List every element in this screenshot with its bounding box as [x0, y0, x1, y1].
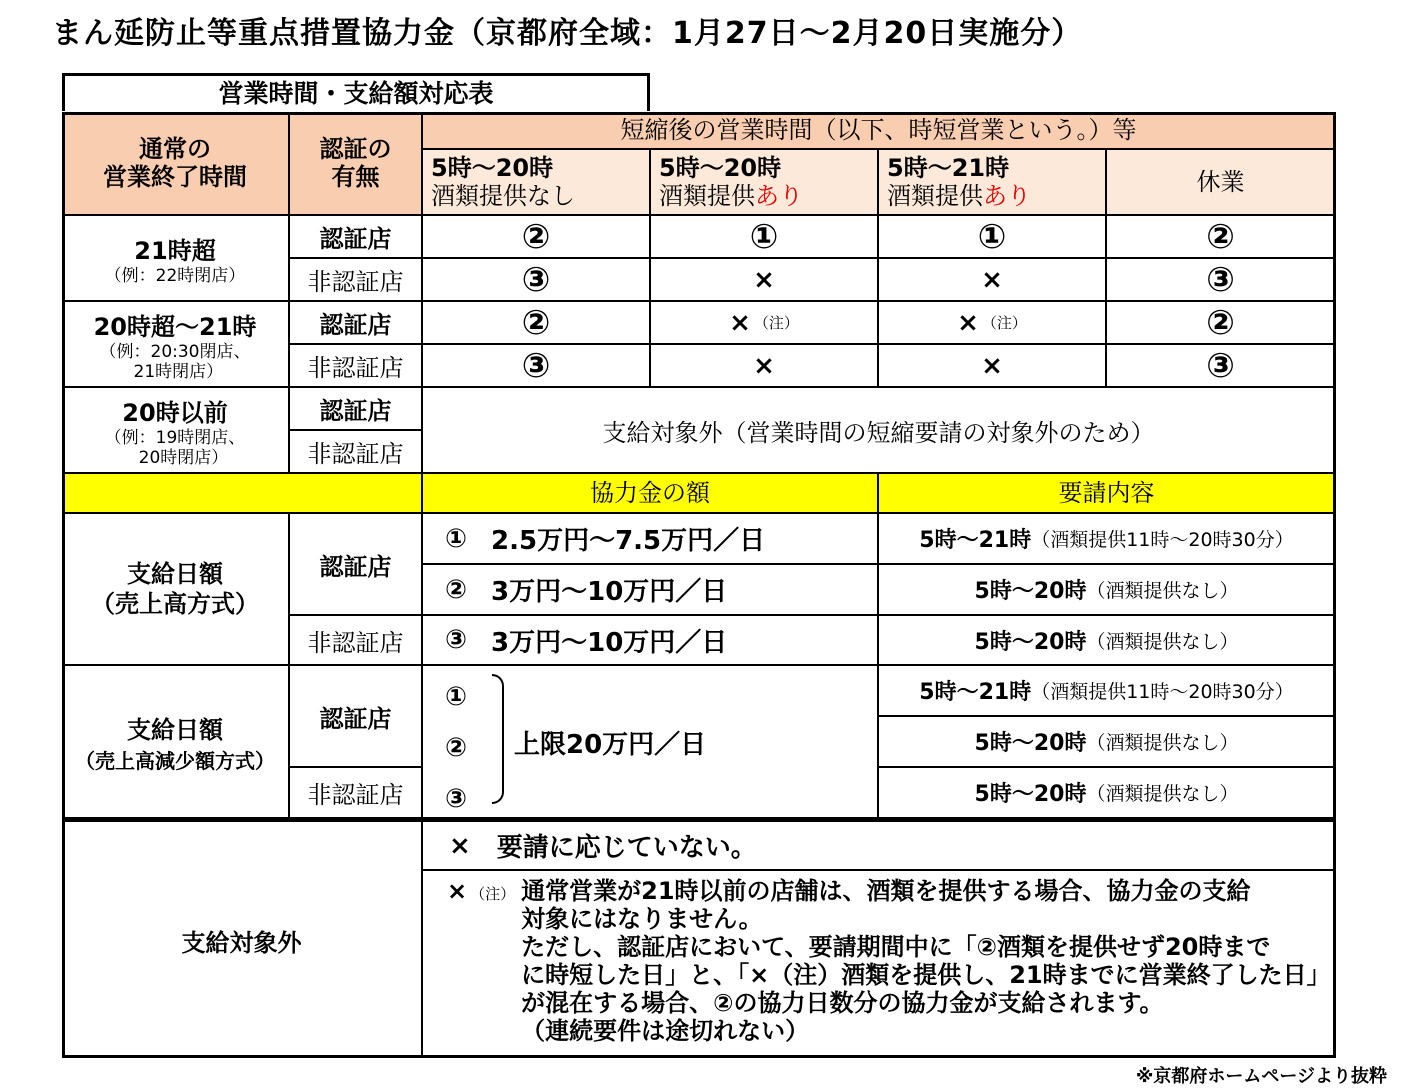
- amount-header: 協力金の額: [423, 474, 879, 514]
- mark-cell: ×: [879, 345, 1107, 388]
- option-3-hours: 5時〜21時: [887, 154, 1010, 182]
- certified-label: 認証店: [290, 388, 423, 431]
- request-note: （酒類提供なし）: [1086, 580, 1239, 602]
- request-note: （酒類提供なし）: [1086, 732, 1239, 754]
- source-footnote: ※京都府ホームページより抜粋: [1135, 1066, 1387, 1087]
- cross-mark: ×: [729, 307, 751, 338]
- row-over-21-label: 21時超: [134, 236, 216, 265]
- row-20-to-21: [62, 302, 290, 388]
- amount-number: ①: [445, 682, 468, 712]
- correspondence-table: [62, 112, 1336, 1058]
- table-subtitle: 営業時間・支給額対応表: [62, 73, 650, 111]
- header-option-3: [879, 150, 1107, 216]
- cross-mark: ×: [447, 877, 468, 905]
- option-2-hours: 5時〜20時: [659, 154, 782, 182]
- noncertified-label: 非認証店: [290, 768, 423, 819]
- note-tag: （注）: [981, 314, 1027, 332]
- note-tag: （注）: [753, 314, 799, 332]
- noncertified-label: 非認証店: [290, 616, 423, 666]
- request-row: [879, 768, 1336, 819]
- sales-method-label: 支給日額 （売上高方式）: [62, 514, 290, 666]
- request-note: （酒類提供なし）: [1086, 783, 1239, 805]
- request-row: [879, 616, 1336, 666]
- request-hours: 5時〜20時: [974, 782, 1087, 807]
- exclusion-note: [423, 871, 1336, 1058]
- request-note: （酒類提供なし）: [1086, 630, 1239, 653]
- amount-value: 3万円〜10万円／日: [491, 627, 728, 658]
- amount-number: ③: [445, 625, 468, 655]
- certified-label: 認証店: [290, 302, 423, 345]
- mark-cell: ③: [423, 259, 651, 302]
- amount-number: ③: [445, 784, 468, 814]
- mark-cell: ①: [879, 216, 1107, 259]
- option-2-alcohol: 酒類提供: [659, 182, 755, 210]
- mark-cell: ×: [879, 259, 1107, 302]
- noncertified-label: 非認証店: [290, 431, 423, 474]
- request-row: [879, 717, 1336, 768]
- page-title: まん延防止等重点措置協力金（京都府全域：1月27日〜2月20日実施分）: [52, 16, 1083, 51]
- cross-mark: ×: [449, 830, 471, 861]
- mark-cell: ③: [1107, 259, 1336, 302]
- reduction-numbers: [445, 672, 467, 825]
- request-header: 要請内容: [879, 474, 1336, 514]
- mark-cell-with-note: [879, 302, 1107, 345]
- row-20-to-21-label: 20時超〜21時: [93, 312, 257, 341]
- mark-cell: ②: [423, 216, 651, 259]
- reduction-amount-value: 上限20万円／日: [514, 730, 707, 760]
- exclusion-line-1: [423, 819, 1336, 871]
- option-2-alcohol-yes: あり: [755, 182, 803, 210]
- mark-cell: ②: [1107, 216, 1336, 259]
- certified-label: 認証店: [290, 666, 423, 768]
- exclusion-label: 支給対象外: [62, 819, 423, 1058]
- row-before-20-label: 20時以前: [122, 398, 228, 427]
- header-option-2: [651, 150, 879, 216]
- request-hours: 5時〜21時: [919, 680, 1032, 705]
- request-note: （酒類提供11時〜20時30分）: [1031, 529, 1294, 551]
- cross-mark: ×: [957, 307, 979, 338]
- certified-label: 認証店: [290, 216, 423, 259]
- note-tag: （注）: [470, 885, 516, 903]
- header-option-1: [423, 150, 651, 216]
- noncertified-label: 非認証店: [290, 345, 423, 388]
- header-certification: 認証の 有無: [290, 112, 423, 216]
- header-option-closed: 休業: [1107, 150, 1336, 216]
- certified-label: 認証店: [290, 514, 423, 616]
- option-1-hours: 5時〜20時: [431, 154, 554, 182]
- mark-cell: ×: [651, 259, 879, 302]
- reduction-method-main: 支給日額: [127, 715, 223, 744]
- amount-number: ②: [445, 733, 468, 763]
- amount-row: [423, 565, 879, 616]
- mark-cell: ③: [423, 345, 651, 388]
- row-before-20-example: （例：19時閉店、 20時閉店）: [104, 427, 246, 468]
- brace-bracket: [492, 674, 504, 804]
- request-row: [879, 666, 1336, 717]
- mark-cell: ③: [1107, 345, 1336, 388]
- amount-number: ②: [445, 574, 468, 605]
- row-20-to-21-example: （例：20:30閉店、 21時閉店）: [99, 341, 251, 382]
- exclusion-note-text: 通常営業が21時以前の店舗は、酒類を提供する場合、協力金の支給 対象にはなりません。 ただし、認証店において、要請期間中に「②酒類を提供せず20時まで に時短した日」と、「×（注）酒類を提供し、21時までに営業終了した日」 が混在する場合、②の協力日数分の協力金が支給されます。 （連続要件は途切れない）: [521, 877, 1331, 1045]
- noncertified-label: 非認証店: [290, 259, 423, 302]
- header-shortened-hours: 短縮後の営業時間（以下、時短営業という。）等: [423, 112, 1336, 150]
- option-3-alcohol-yes: あり: [983, 182, 1031, 210]
- row-before-20: [62, 388, 290, 474]
- excluded-notice: 支給対象外（営業時間の短縮要請の対象外のため）: [423, 388, 1336, 474]
- option-3-alcohol: 酒類提供: [887, 182, 983, 210]
- amount-value: 2.5万円〜7.5万円／日: [491, 526, 766, 556]
- mark-cell: ②: [423, 302, 651, 345]
- mark-cell: ②: [1107, 302, 1336, 345]
- amount-value: 3万円〜10万円／日: [491, 577, 728, 607]
- amount-number: ①: [445, 523, 468, 554]
- request-hours: 5時〜20時: [974, 629, 1087, 655]
- request-row: [879, 565, 1336, 616]
- request-hours: 5時〜20時: [974, 731, 1087, 756]
- row-over-21-example: （例：22時閉店）: [104, 265, 246, 286]
- mark-cell: ①: [651, 216, 879, 259]
- amount-row: [423, 514, 879, 565]
- request-row: [879, 514, 1336, 565]
- mark-cell: ×: [651, 345, 879, 388]
- request-hours: 5時〜21時: [919, 528, 1032, 553]
- exclusion-not-complied: 要請に応じていない。: [496, 833, 757, 863]
- note-mark-wrap: [447, 877, 515, 905]
- option-1-alcohol: 酒類提供なし: [431, 182, 575, 210]
- request-note: （酒類提供11時〜20時30分）: [1031, 681, 1294, 703]
- amount-row: [423, 616, 879, 666]
- reduction-method-label: [62, 666, 290, 819]
- mark-cell-with-note: [651, 302, 879, 345]
- request-hours: 5時〜20時: [974, 579, 1087, 604]
- header-closing-time: 通常の 営業終了時間: [62, 112, 290, 216]
- reduction-method-sub: （売上高減少額方式）: [75, 748, 275, 773]
- row-over-21: [62, 216, 290, 302]
- payment-header-blank: [62, 474, 423, 514]
